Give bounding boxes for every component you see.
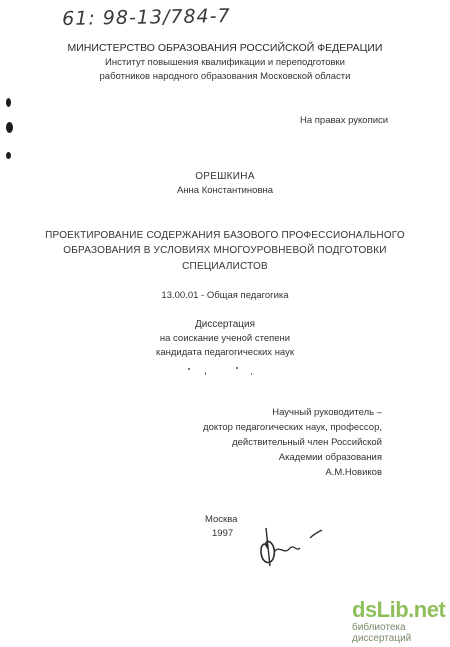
binder-hole-lower — [6, 152, 11, 159]
supervisor-line-1: Научный руководитель – — [272, 407, 382, 418]
publication-year: 1997 — [212, 528, 234, 539]
dslib-logo: dsLib.net — [352, 597, 446, 622]
degree-line-2: на соискание ученой степени — [159, 333, 291, 344]
scan-speck — [236, 367, 238, 369]
scan-speck — [251, 373, 252, 375]
supervisor-line-4: Академии образования — [278, 452, 382, 463]
specialty-code: 13.00.01 - Общая педагогика — [161, 290, 289, 301]
rights-notice: На правах рукописи — [300, 115, 389, 126]
binder-hole-top — [6, 98, 11, 107]
archive-number: 61: 98-13/784-7 — [62, 5, 231, 30]
supervisor-line-2: доктор педагогических наук, профессор, — [203, 422, 382, 433]
author-given-names: Анна Константиновна — [176, 185, 274, 196]
scan-speck — [188, 368, 190, 370]
handwritten-signature — [252, 518, 332, 568]
institute-line-1: Институт повышения квалификации и переподготовки — [105, 57, 345, 68]
degree-line-3: кандидата педагогических наук — [155, 347, 295, 358]
scan-speck — [205, 372, 206, 375]
dissertation-title-line-2: ОБРАЗОВАНИЯ В УСЛОВИЯХ МНОГОУРОВНЕВОЙ ПОДГОТОВКИ — [63, 245, 387, 256]
dissertation-title-line-1: ПРОЕКТИРОВАНИЕ СОДЕРЖАНИЯ БАЗОВОГО ПРОФЕССИОНАЛЬНОГО — [45, 230, 405, 241]
place-of-publication: Москва — [205, 514, 238, 525]
degree-line-1: Диссертация — [194, 319, 256, 330]
ministry-name: МИНИСТЕРСТВО ОБРАЗОВАНИЯ РОССИЙСКОЙ ФЕДЕРАЦИИ — [67, 42, 383, 54]
dslib-caption: библиотека диссертаций — [352, 622, 412, 644]
dissertation-title-line-3: СПЕЦИАЛИСТОВ — [182, 261, 268, 272]
author-surname: ОРЕШКИНА — [195, 171, 255, 182]
binder-hole-middle — [6, 122, 13, 133]
supervisor-line-5: А.М.Новиков — [325, 467, 382, 478]
institute-line-2: работников народного образования Московской области — [99, 71, 351, 82]
supervisor-line-3: действительный член Российской — [232, 437, 382, 448]
